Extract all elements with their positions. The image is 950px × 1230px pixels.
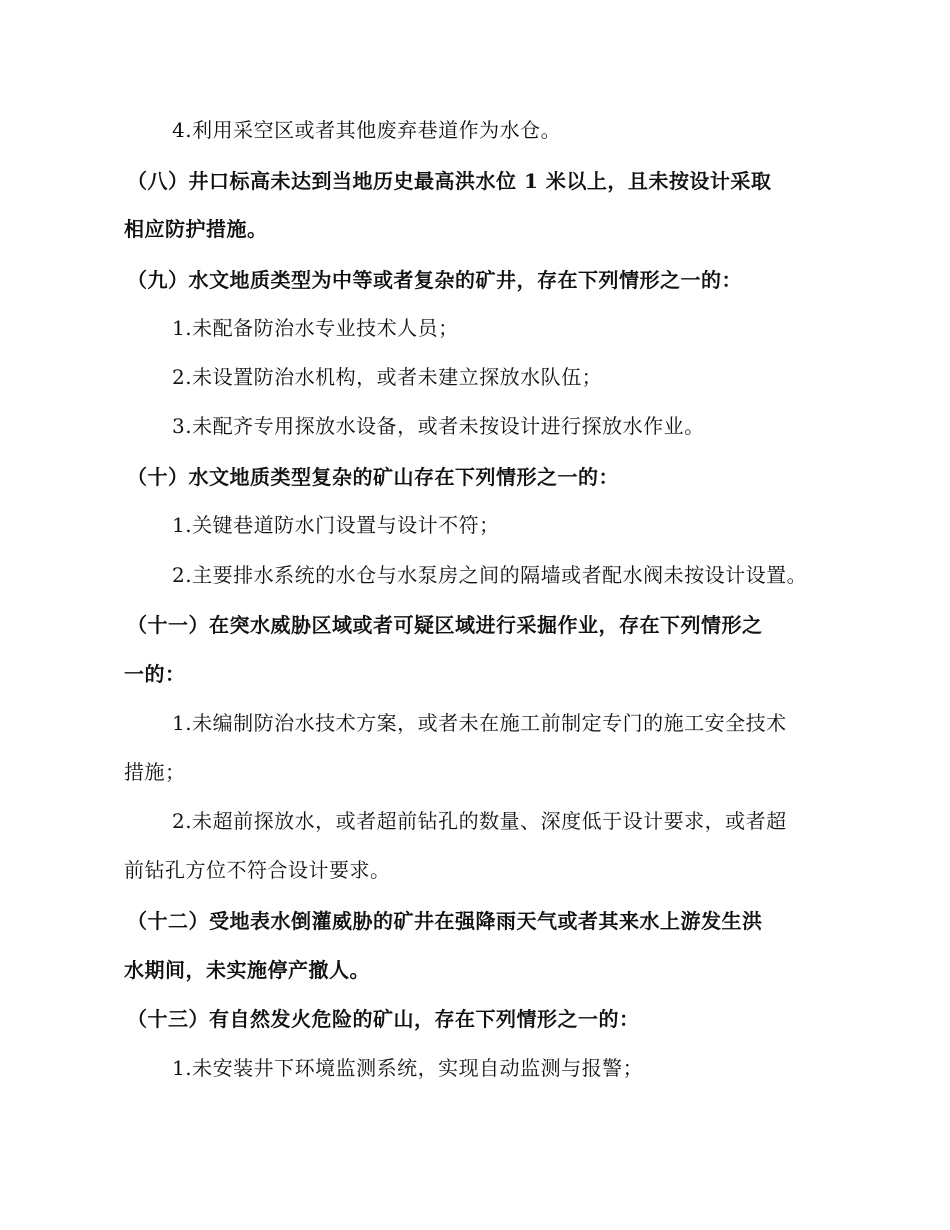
section-11-item-1: 1.未编制防治水技术方案，或者未在施工前制定专门的施工安全技术: [172, 711, 787, 735]
section-12-heading: （十二）受地表水倒灌威胁的矿井在强降雨天气或者其来水上游发生洪: [127, 909, 763, 933]
section-8-heading: （八）井口标高未达到当地历史最高洪水位 1 米以上，且未按设计采取: [127, 169, 772, 193]
section-10-item-2: 2.主要排水系统的水仓与水泵房之间的隔墙或者配水阀未按设计设置。: [172, 563, 808, 587]
section-9-item-3: 3.未配齐专用探放水设备，或者未按设计进行探放水作业。: [172, 414, 705, 438]
list-item-4-goaf-sump: 4.利用采空区或者其他废弃巷道作为水仓。: [172, 118, 562, 142]
section-11-heading: （十一）在突水威胁区域或者可疑区域进行采掘作业，存在下列情形之: [127, 613, 763, 637]
section-13-heading: （十三）有自然发火危险的矿山，存在下列情形之一的：: [127, 1007, 640, 1031]
section-11-item-1-cont: 措施；: [124, 760, 186, 784]
section-11-item-2: 2.未超前探放水，或者超前钻孔的数量、深度低于设计要求，或者超: [172, 809, 787, 833]
section-8-heading-cont: 相应防护措施。: [124, 217, 268, 241]
section-9-item-2: 2.未设置防治水机构，或者未建立探放水队伍；: [172, 365, 603, 389]
section-10-item-1: 1.关键巷道防水门设置与设计不符；: [172, 513, 500, 537]
section-12-heading-cont: 水期间，未实施停产撤人。: [124, 958, 370, 982]
section-11-item-2-cont: 前钻孔方位不符合设计要求。: [124, 858, 391, 882]
section-9-item-1: 1.未配备防治水专业技术人员；: [172, 316, 459, 340]
section-13-item-1: 1.未安装井下环境监测系统，实现自动监测与报警；: [172, 1056, 644, 1080]
section-10-heading: （十）水文地质类型复杂的矿山存在下列情形之一的：: [127, 465, 619, 489]
section-9-heading: （九）水文地质类型为中等或者复杂的矿井，存在下列情形之一的：: [127, 268, 742, 292]
section-11-heading-cont: 一的：: [124, 662, 186, 686]
